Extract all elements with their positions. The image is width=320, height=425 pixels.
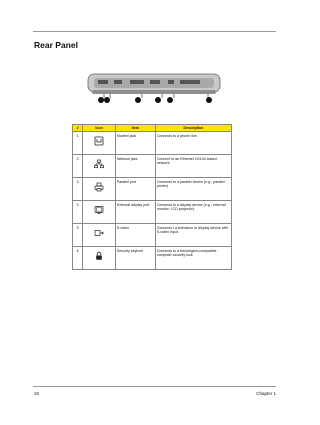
row-item: Modem jack <box>115 132 155 155</box>
row-item: Parallel port <box>115 178 155 201</box>
monitor-icon <box>94 205 104 215</box>
col-item: Item <box>115 125 155 132</box>
row-num: 1 <box>73 132 83 155</box>
table-row <box>73 201 232 224</box>
rear-panel-table <box>72 124 232 270</box>
row-num: 2 <box>73 155 83 178</box>
table-row <box>73 247 232 270</box>
laptop-rear-illustration <box>84 62 224 108</box>
printer-icon <box>94 182 104 192</box>
row-description: Connect to an Ethernet 10/100-based network. <box>155 155 231 178</box>
row-item: S-video <box>115 224 155 247</box>
row-item: Security keylock <box>115 247 155 270</box>
phone-jack-icon <box>94 136 104 146</box>
row-item: External display port <box>115 201 155 224</box>
page-title: Rear Panel <box>34 40 78 50</box>
col-description: Description <box>155 125 231 132</box>
row-num: 5 <box>73 224 83 247</box>
table-header-row <box>73 125 232 132</box>
table-row <box>73 155 232 178</box>
row-item: Network jack <box>115 155 155 178</box>
page-number: 10 <box>34 391 40 396</box>
col-icon: Icon <box>83 125 116 132</box>
network-icon <box>94 159 104 169</box>
lock-icon <box>94 251 104 261</box>
top-rule <box>33 31 276 32</box>
row-num: 4 <box>73 201 83 224</box>
row-description: Connects to a display device (e.g., external monitor, LCD projector). <box>155 201 231 224</box>
bottom-rule <box>33 386 276 387</box>
row-num: 3 <box>73 178 83 201</box>
row-num: 6 <box>73 247 83 270</box>
row-description: Connects t a television or display device with S-video input. <box>155 224 231 247</box>
svideo-icon <box>94 228 104 238</box>
table-row <box>73 132 232 155</box>
row-description: Connects to a phone line. <box>155 132 231 155</box>
row-description: Connects to a Kensington-compatible computer security lock. <box>155 247 231 270</box>
table-row <box>73 224 232 247</box>
row-description: Connects to a parallel device (e.g., parallel printer). <box>155 178 231 201</box>
chapter-label: Chapter 1 <box>256 391 276 396</box>
table-row <box>73 178 232 201</box>
col-num: # <box>73 125 83 132</box>
